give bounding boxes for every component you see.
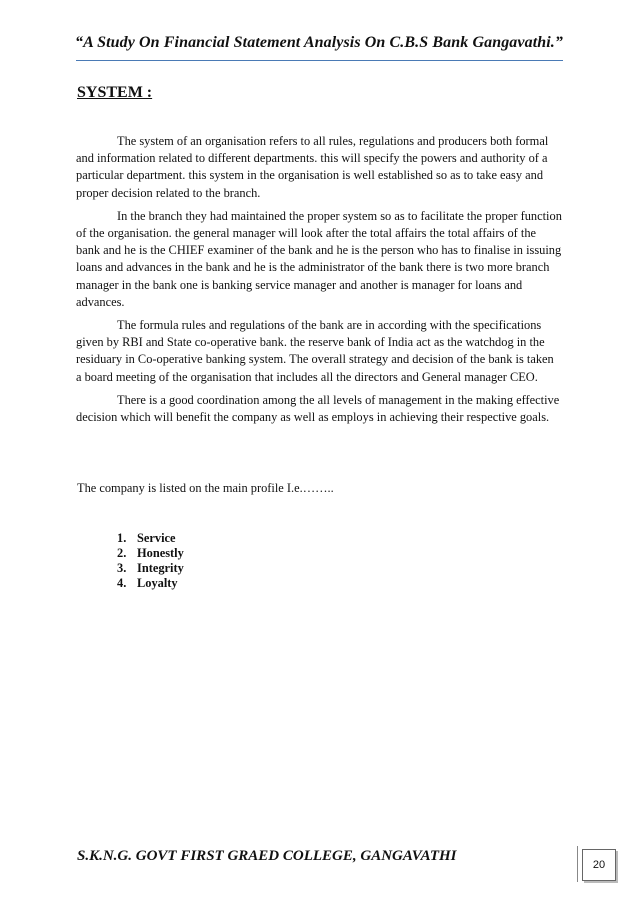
list-item-label: Honestly [137,546,184,560]
page-number-box [582,849,616,881]
list-item-number: 4. [117,576,127,590]
paragraph-rules-regulations: The formula rules and regulations of the bank are in according with the specifications given by RBI and State co-operative bank. the reserve bank of India act as the watchdog in the residuary in Co-operative banking system. The overall strategy and decision of the bank is taken a board meeting of the organisation that includes all the directors and General manager CEO. [76,318,554,384]
values-list [117,531,184,591]
paragraph-system-definition: The system of an organisation refers to all rules, regulations and producers both formal and information related to different departments. this will specify the powers and authority of a particular department. this system in the organisation is well established so as to take easy and proper decision related to the branch. [76,134,549,200]
footer-college-name: S.K.N.G. GOVT FIRST GRAED COLLEGE, GANGAVATHI [77,848,457,864]
listed-line: The company is listed on the main profile I.e.…….. [77,481,334,495]
page-header-title: “A Study On Financial Statement Analysis On C.B.S Bank Gangavathi.” [74,34,563,51]
list-item-number: 3. [117,561,127,575]
page-number-divider [577,846,578,882]
section-title: SYSTEM : [77,84,153,101]
list-item [117,576,184,591]
paragraph-branch-system: In the branch they had maintained the proper system so as to facilitate the proper function of the organisation. the general manager will look after the total affairs the total affairs of the bank and he is the CHIEF examiner of the bank and he is the person who has to finalise in issuing loans and advances in the bank and he is the administrator of the bank there is two more branch manager in the bank one is banking service manager and another is manager for loans and advances. [76,208,562,309]
list-item-label: Loyalty [137,576,178,590]
header-divider [76,60,563,61]
paragraph-coordination: There is a good coordination among the all levels of management in the making effective decision which will benefit the company as well as employs in achieving their respective goals. [76,392,560,425]
list-item [117,546,184,561]
page-number: 20 [592,859,606,871]
list-item-label: Service [137,531,176,545]
list-item-number: 1. [117,531,127,545]
list-item [117,561,184,576]
list-item-number: 2. [117,546,127,560]
list-item-label: Integrity [137,561,184,575]
list-item [117,531,184,546]
body-text [76,133,562,432]
